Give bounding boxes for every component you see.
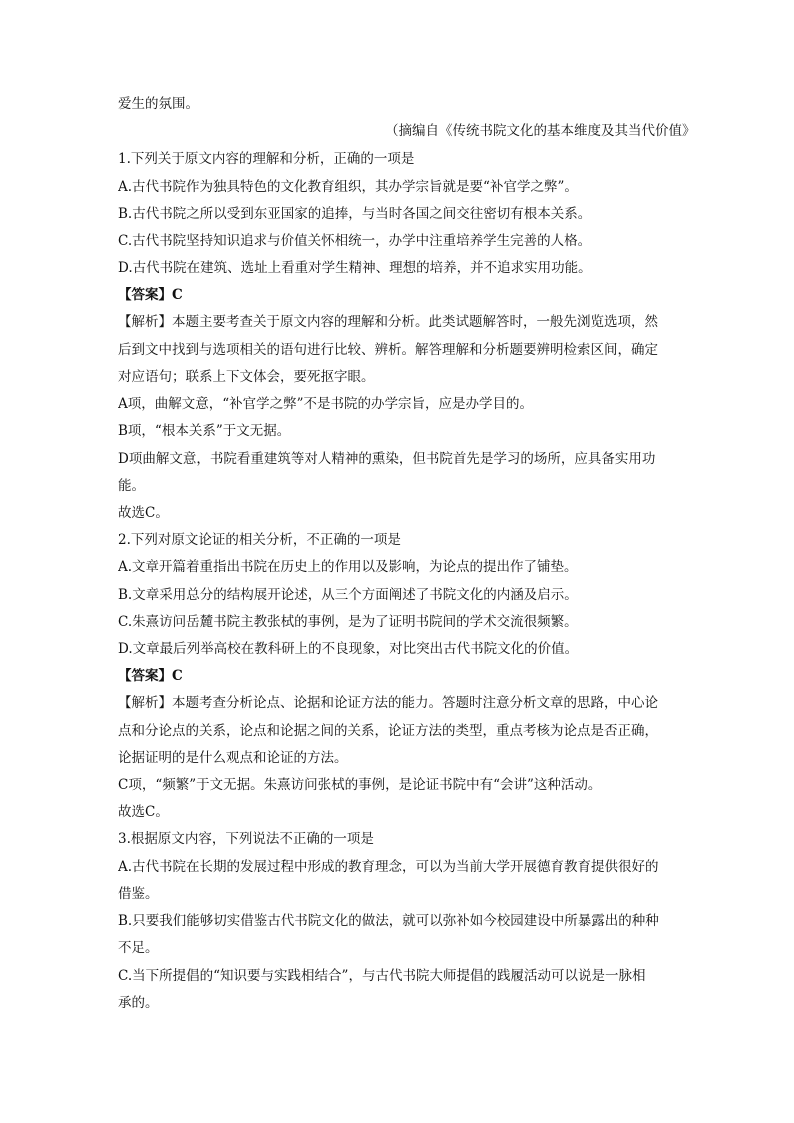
question-2-option-d: D.文章最后列举高校在教科研上的不良现象，对比突出古代书院文化的价值。: [118, 641, 579, 657]
question-3-option-a: A.古代书院在长期的发展过程中形成的教育理念，可以为当前大学开展德育教育提供很好的: [118, 859, 659, 875]
question-1-option-c: C.古代书院坚持知识追求与价值关怀相统一，办学中注重培养学生完善的人格。: [118, 233, 592, 249]
analysis-1-line: 对应语句；联系上下文体会，要死抠字眼。: [118, 369, 375, 385]
analysis-2-line: 点和分论点的关系，论点和论据之间的关系，论证方法的类型，重点考核为论点是否正确，: [118, 723, 658, 739]
analysis-1-line: 后到文中找到与选项相关的语句进行比较、辨析。解答理解和分析题要辨明检索区间，确定: [118, 342, 658, 358]
analysis-2-line: C项，“频繁”于文无据。朱熹访问张栻的事例，是论证书院中有“会讲”这种活动。: [118, 777, 602, 793]
question-2-stem: 2.下列对原文论证的相关分析，不正确的一项是: [118, 532, 401, 548]
conclusion-1: 故选C。: [118, 505, 169, 521]
analysis-1-line: A项，曲解文意，“补官学之弊”不是书院的办学宗旨，应是办学目的。: [118, 396, 534, 412]
analysis-1-line: B项，“根本关系”于文无据。: [118, 423, 291, 439]
question-1-option-a: A.古代书院作为独具特色的文化教育组织，其办学宗旨就是要“补官学之弊”。: [118, 179, 578, 195]
question-1-option-d: D.古代书院在建筑、选址上看重对学生精神、理想的培养，并不追求实用功能。: [118, 260, 592, 276]
question-2-option-c: C.朱熹访问岳麓书院主教张栻的事例，是为了证明书院间的学术交流很频繁。: [118, 614, 578, 630]
text-line: 爱生的氛围。: [118, 96, 199, 112]
analysis-1-line: D项曲解文意，书院看重建筑等对人精神的熏染，但书院首先是学习的场所，应具备实用功: [118, 451, 656, 467]
question-3-option-c: C.当下所提倡的“知识要与实践相结合”，与古代书院大师提倡的践履活动可以说是一脉相: [118, 968, 646, 984]
question-1-stem: 1.下列关于原文内容的理解和分析，正确的一项是: [118, 151, 415, 167]
question-3-stem: 3.根据原文内容，下列说法不正确的一项是: [118, 831, 374, 847]
conclusion-2: 故选C。: [118, 804, 169, 820]
question-3-option-b-cont: 不足。: [118, 940, 159, 956]
question-3-option-b: B.只要我们能够切实借鉴古代书院文化的做法，就可以弥补如今校园建设中所暴露出的种种: [118, 913, 659, 929]
question-2-option-b: B.文章采用总分的结构展开论述，从三个方面阐述了书院文化的内涵及启示。: [118, 587, 578, 603]
question-2-option-a: A.文章开篇着重指出书院在历史上的作用以及影响，为论点的提出作了铺垫。: [118, 559, 578, 575]
answer-1: 【答案】C: [118, 287, 183, 303]
analysis-1-line: 【解析】本题主要考查关于原文内容的理解和分析。此类试题解答时，一般先浏览选项，然: [118, 314, 658, 330]
question-3-option-c-cont: 承的。: [118, 995, 159, 1011]
analysis-1-line: 能。: [118, 478, 145, 494]
answer-2: 【答案】C: [118, 668, 183, 684]
analysis-2-line: 【解析】本题考查分析论点、论据和论证方法的能力。答题时注意分析文章的思路，中心论: [118, 695, 658, 711]
question-1-option-b: B.古代书院之所以受到东亚国家的追捧，与当时各国之间交往密切有根本关系。: [118, 206, 592, 222]
question-3-option-a-cont: 借鉴。: [118, 886, 159, 902]
analysis-2-line: 论据证明的是什么观点和论证的方法。: [118, 750, 348, 766]
source-citation: （摘编自《传统书院文化的基本维度及其当代价值》: [385, 123, 695, 139]
